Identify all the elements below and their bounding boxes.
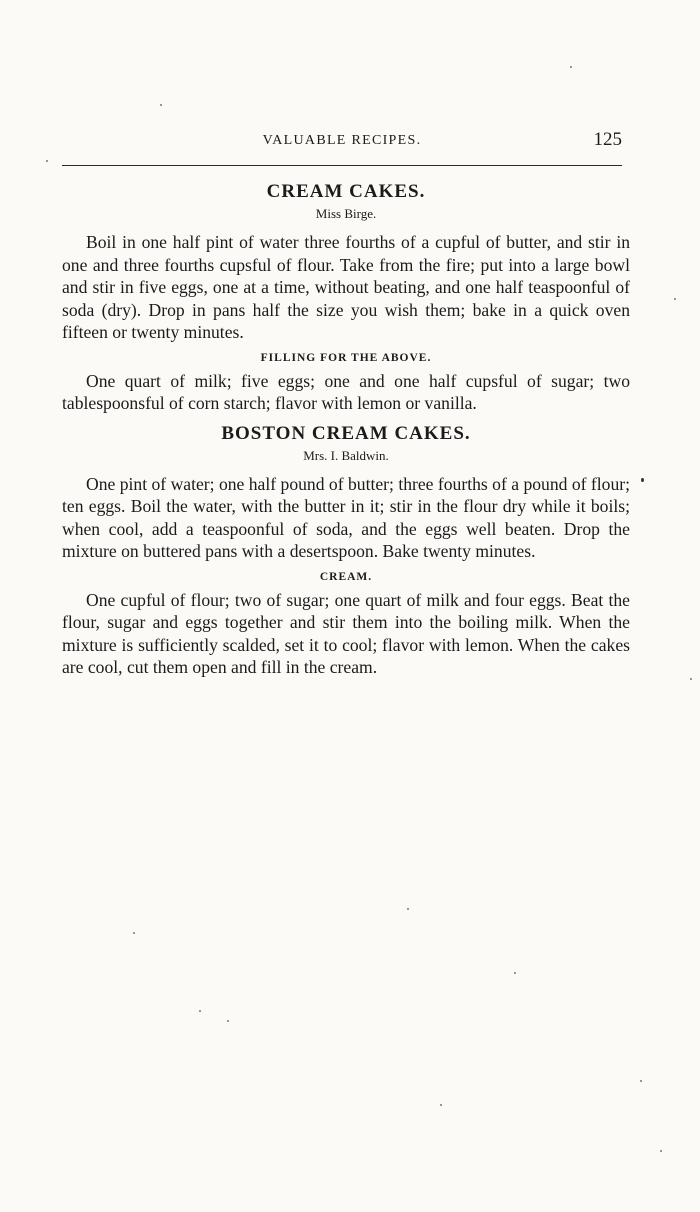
page-content xyxy=(62,179,630,679)
subheading-filling: FILLING FOR THE ABOVE. xyxy=(260,351,432,364)
page-header xyxy=(62,129,622,153)
paper-speck xyxy=(133,932,135,934)
recipe-body-cream-cakes: Boil in one half pint of water three fourths of a cupful of butter, and stir in one and three fourths cupsful of flour. Take from the fire; put into a large bowl and stir in five eggs, one at a time, without beating, and one half teaspoonful of soda (dry). Drop in pans half the size you wish them; bake in a quick oven fifteen or twenty minutes. xyxy=(62,232,630,342)
paper-speck xyxy=(514,972,516,974)
page-number: 125 xyxy=(593,129,622,150)
recipe-body-cream: One cupful of flour; two of sugar; one quart of milk and four eggs. Beat the flour, sugar and eggs together and stir them into the boiling milk. When the mixture is sufficiently scalded, set it to cool; flavor with lemon. When the cakes are cool, cut them open and fill in the cream. xyxy=(62,589,630,677)
paper-speck xyxy=(690,678,692,680)
paper-speck xyxy=(160,104,162,106)
paper-speck xyxy=(46,160,48,162)
paper-speck xyxy=(660,1150,662,1152)
paper-speck xyxy=(407,908,409,910)
paper-speck xyxy=(227,1020,229,1022)
paper-speck xyxy=(440,1104,442,1106)
paper-speck xyxy=(199,1010,201,1012)
recipe-author-cream-cakes: Miss Birge. xyxy=(315,206,377,221)
running-title: VALUABLE RECIPES. xyxy=(262,133,422,148)
recipe-body-filling: One quart of milk; five eggs; one and one half cupsful of sugar; two tablespoonsful of corn starch; flavor with lemon or vanilla. xyxy=(62,370,630,413)
recipe-title-cream-cakes: CREAM CAKES. xyxy=(266,181,426,202)
paper-speck xyxy=(641,478,644,482)
recipe-body-boston-cream-cakes: One pint of water; one half pound of butter; three fourths of a pound of flour; ten eggs. Boil the water, with the butter in it; stir in the flour dry while it boils; when cool, add a teaspoonful of soda, and the eggs well beaten. Drop the mixture on buttered pans with a desertspoon. Bake twenty minutes. xyxy=(62,473,630,561)
paper-speck xyxy=(674,298,676,300)
paper-speck xyxy=(640,1080,642,1082)
paper-speck xyxy=(570,66,572,68)
subheading-cream: CREAM. xyxy=(319,570,373,583)
header-rule xyxy=(62,165,622,166)
recipe-author-boston-cream-cakes: Mrs. I. Baldwin. xyxy=(303,447,389,463)
recipe-title-boston-cream-cakes: BOSTON CREAM CAKES. xyxy=(221,422,471,444)
